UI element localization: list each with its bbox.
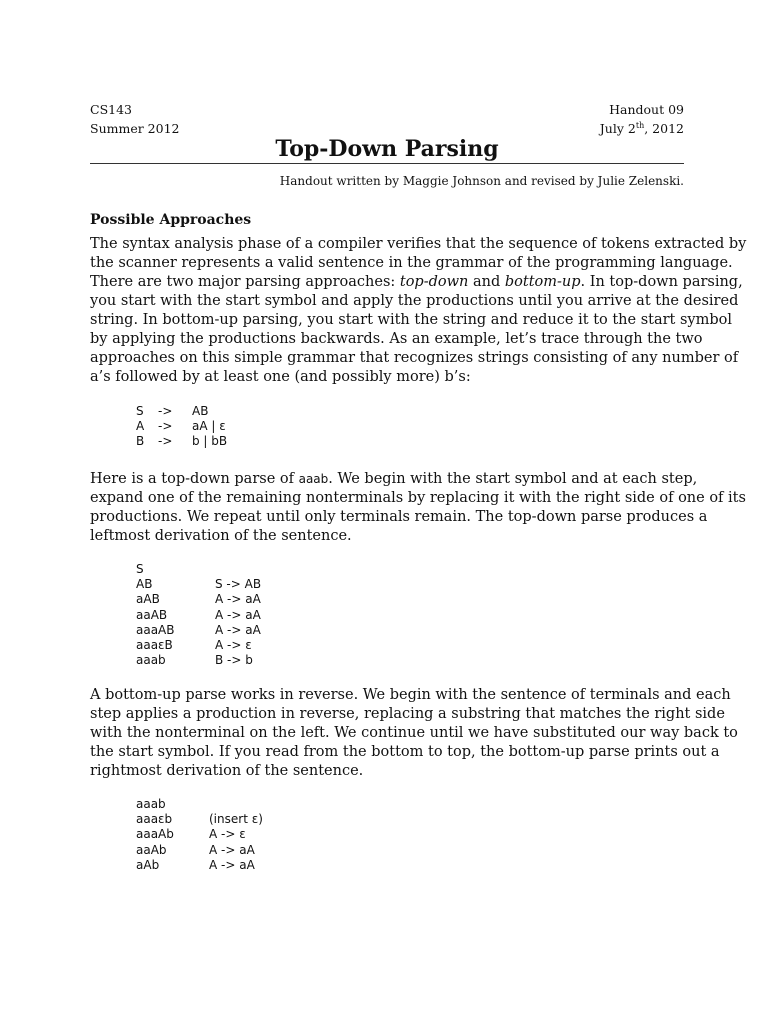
applied-rule: A -> aA [215,592,261,607]
paragraph-line [90,273,743,292]
text-run: There are two major parsing approaches: [90,274,400,290]
grammar-rhs: b | bB [192,434,228,449]
derivation-row [136,797,263,812]
sentential-form: AB [136,577,153,592]
grammar-lhs: B [136,434,145,449]
paragraph-line: productions. We repeat until only terminals remain. The top-down parse produces a [90,509,708,525]
sentential-form: aaAB [136,607,168,622]
derivation-row [136,562,261,577]
applied-rule: A -> aA [209,842,255,857]
paragraph-line: a’s followed by at least one (and possibly more) b’s: [90,369,471,385]
section-heading: Possible Approaches [90,212,252,228]
derivation-row [136,843,263,858]
bottomup-derivation [136,797,263,873]
derivation-row [136,653,261,668]
topdown-paragraph [90,470,746,546]
applied-rule: A -> ε [215,637,252,652]
sentential-form: aaaεB [136,637,173,652]
bottomup-paragraph [90,686,738,781]
date-year: , 2012 [644,121,684,136]
applied-rule: A -> aA [209,857,255,872]
title-divider [90,163,684,164]
derivation-row [136,623,261,638]
emphasis-top-down: top-down [399,274,469,290]
paragraph-line: the scanner represents a valid sentence in the grammar of the programming language. [90,255,733,271]
text-run: . We begin with the start symbol and at each step, [328,471,698,487]
paragraph-line: The syntax analysis phase of a compiler verifies that the sequence of tokens extracted by [90,236,747,252]
derivation-row [136,812,263,827]
paragraph-line: leftmost derivation of the sentence. [90,528,352,544]
author-credit: Handout written by Maggie Johnson and revised by Julie Zelenski. [279,174,684,188]
grammar-arrow: -> [158,404,173,418]
date-prefix: July 2 [599,121,636,136]
handout-number: Handout 09 [609,102,684,117]
sentential-form: aaaAb [136,827,174,842]
text-run: Here is a top-down parse of [90,471,299,487]
page-title: Top-Down Parsing [275,136,499,162]
emphasis-bottom-up: bottom-up [504,274,581,290]
sentential-form: aAB [136,592,160,607]
sentential-form: aaAb [136,842,167,857]
derivation-row [136,592,261,607]
applied-rule: A -> aA [215,607,261,622]
sentential-form: aaab [136,653,166,668]
grammar-block [136,404,227,450]
date-suffix: th [635,121,645,130]
applied-rule: S -> AB [215,577,262,592]
sentential-form: S [136,562,144,576]
sentential-form: aAb [136,857,160,872]
topdown-derivation [136,562,261,668]
applied-rule: B -> b [215,653,253,668]
applied-rule: A -> aA [215,622,261,637]
grammar-arrow: -> [158,419,173,434]
intro-paragraph [90,235,747,387]
paragraph-line: by applying the productions backwards. As an example, let’s trace through the two [90,331,703,347]
sentential-form: aaaAB [136,622,175,637]
paragraph-line: A bottom-up parse works in reverse. We begin with the sentence of terminals and each [90,687,731,703]
paragraph-line: approaches on this simple grammar that recognizes strings consisting of any number of [90,350,739,366]
grammar-rhs: aA | ε [192,419,226,434]
paragraph-line: with the nonterminal on the left. We continue until we have substituted our way back to [90,725,738,741]
sentential-form: aaab [136,797,166,811]
applied-rule: A -> ε [209,827,246,842]
sentential-form: aaaεb [136,812,173,827]
derivation-row [136,577,261,592]
derivation-row [136,638,261,653]
grammar-lhs: A [136,419,145,434]
paragraph-line: rightmost derivation of the sentence. [90,763,364,779]
term-label: Summer 2012 [90,121,180,136]
applied-rule: (insert ε) [209,812,263,827]
grammar-rule [136,419,227,434]
paragraph-line: step applies a production in reverse, replacing a substring that matches the right side [90,706,725,722]
course-label: CS143 [90,102,132,117]
paragraph-line: the start symbol. If you read from the bottom to top, the bottom-up parse prints out a [90,744,720,760]
grammar-rhs: AB [192,404,209,418]
text-run: . In top-down parsing, [580,274,743,290]
grammar-arrow: -> [158,434,173,449]
derivation-row [136,608,261,623]
paragraph-line: you start with the start symbol and apply the productions until you arrive at the desired [90,293,739,309]
paragraph-line [90,470,698,489]
paragraph-line: string. In bottom-up parsing, you start with the string and reduce it to the start symbol [90,312,733,328]
text-run: and [468,274,505,290]
derivation-row [136,827,263,842]
derivation-row [136,858,263,873]
grammar-lhs: S [136,404,144,418]
grammar-rule [136,404,227,419]
code-string: aaab [298,472,329,486]
grammar-rule [136,434,227,449]
paragraph-line: expand one of the remaining nonterminals by replacing it with the right side of one of its [90,490,746,506]
